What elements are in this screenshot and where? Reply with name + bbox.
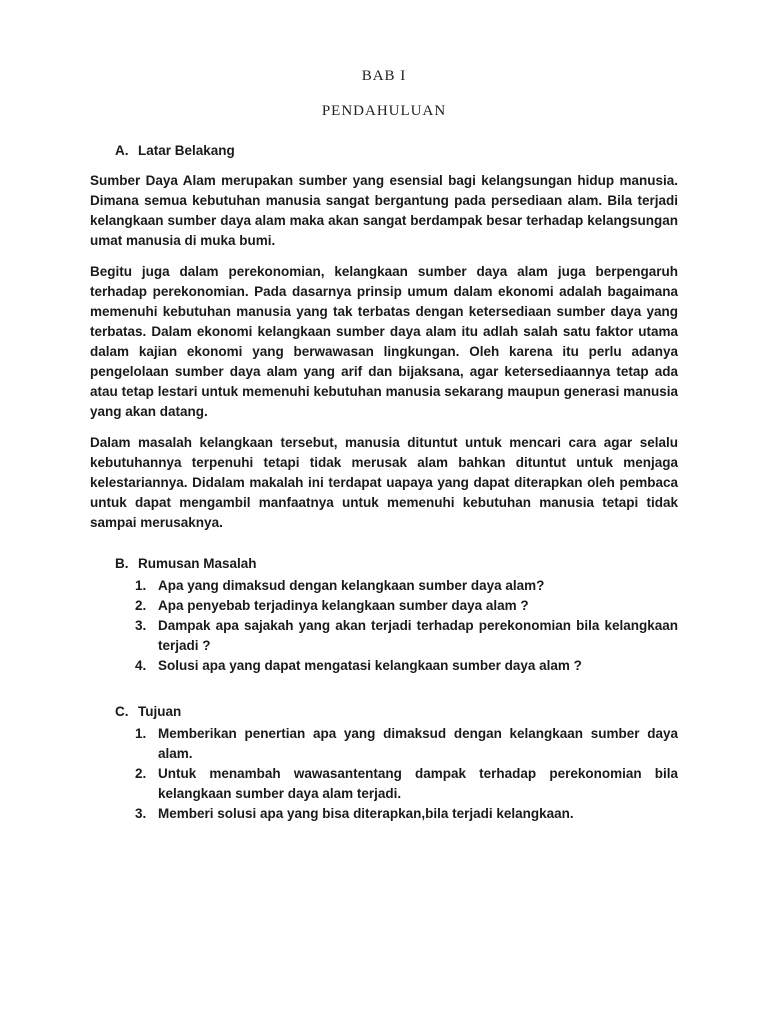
list-item-text: Solusi apa yang dapat mengatasi kelangkaan sumber daya alam ? <box>158 658 582 673</box>
section-b-title: Rumusan Masalah <box>138 556 257 571</box>
list-item <box>135 616 678 656</box>
list-item-number: 1. <box>135 578 147 593</box>
list-item-text: Apa yang dimaksud dengan kelangkaan sumber daya alam? <box>158 578 545 593</box>
section-c-label: C. <box>115 704 129 719</box>
section-a-heading <box>90 142 678 160</box>
list-item-number: 4. <box>135 658 147 673</box>
paragraph: Begitu juga dalam perekonomian, kelangkaan sumber daya alam juga berpengaruh terhadap perekonomian. Pada dasarnya prinsip umum dalam ekonomi adalah bagaimana memenuhi kebutuhan manusia yang tak terbatas dengan ketersediaan sumber daya yang terbatas. Dalam ekonomi kelangkaan sumber daya alam itu adlah salah satu faktor utama dalam kajian ekonomi yang berwawasan lingkungan. Oleh karena itu perlu adanya pengelolaan sumber daya alam yang arif dan bijaksana, agar ketersediaannya tetap ada atau tetap lestari untuk memenuhi kebutuhan manusia sekarang maupun generasi manusia yang akan datang. <box>90 264 678 419</box>
list-item-text: Memberikan penertian apa yang dimaksud dengan kelangkaan sumber daya alam. <box>158 726 678 761</box>
list-item-number: 1. <box>135 726 147 741</box>
paragraph: Sumber Daya Alam merupakan sumber yang esensial bagi kelangsungan hidup manusia. Dimana semua kebutuhan manusia sangat bergantung pada persediaan alam. Bila terjadi kelangkaan sumber daya alam maka akan sangat berdampak besar terhadap kelangsungan umat manusia di muka bumi. <box>90 173 678 248</box>
list-item-text: Dampak apa sajakah yang akan terjadi terhadap perekonomian bila kelangkaan terjadi ? <box>158 618 678 653</box>
section-b-heading <box>90 555 678 573</box>
list-item-text: Untuk menambah wawasantentang dampak terhadap perekonomian bila kelangkaan sumber daya alam terjadi. <box>158 766 678 801</box>
list-item <box>135 576 678 596</box>
chapter-subtitle: PENDAHULUAN <box>321 103 447 119</box>
list-item-number: 2. <box>135 598 147 613</box>
chapter-title: BAB I <box>361 68 407 84</box>
list-item <box>135 656 678 676</box>
list-item <box>135 596 678 616</box>
paragraph: Dalam masalah kelangkaan tersebut, manusia dituntut untuk mencari cara agar selalu kebutuhannya terpenuhi tetapi tidak merusak alam bahkan dituntut untuk menjaga kelestariannya. Didalam makalah ini terdapat uapaya yang dapat diterapkan oleh pembaca untuk dapat mengambil manfaatnya untuk memenuhi kebutuhan manusia tetapi tidak sampai merusaknya. <box>90 435 678 530</box>
section-c-heading <box>90 703 678 721</box>
rumusan-masalah-list <box>90 576 678 676</box>
list-item <box>135 764 678 804</box>
section-a-title: Latar Belakang <box>138 143 235 158</box>
list-item-text: Apa penyebab terjadinya kelangkaan sumber daya alam ? <box>158 598 529 613</box>
list-item <box>135 724 678 764</box>
section-a-label: A. <box>115 143 129 158</box>
section-c-title: Tujuan <box>138 704 182 719</box>
list-item-number: 3. <box>135 618 147 633</box>
list-item-number: 2. <box>135 766 147 781</box>
section-b-label: B. <box>115 556 129 571</box>
list-item-number: 3. <box>135 806 147 821</box>
list-item-text: Memberi solusi apa yang bisa diterapkan,bila terjadi kelangkaan. <box>158 806 574 821</box>
list-item <box>135 804 678 824</box>
tujuan-list <box>90 724 678 824</box>
